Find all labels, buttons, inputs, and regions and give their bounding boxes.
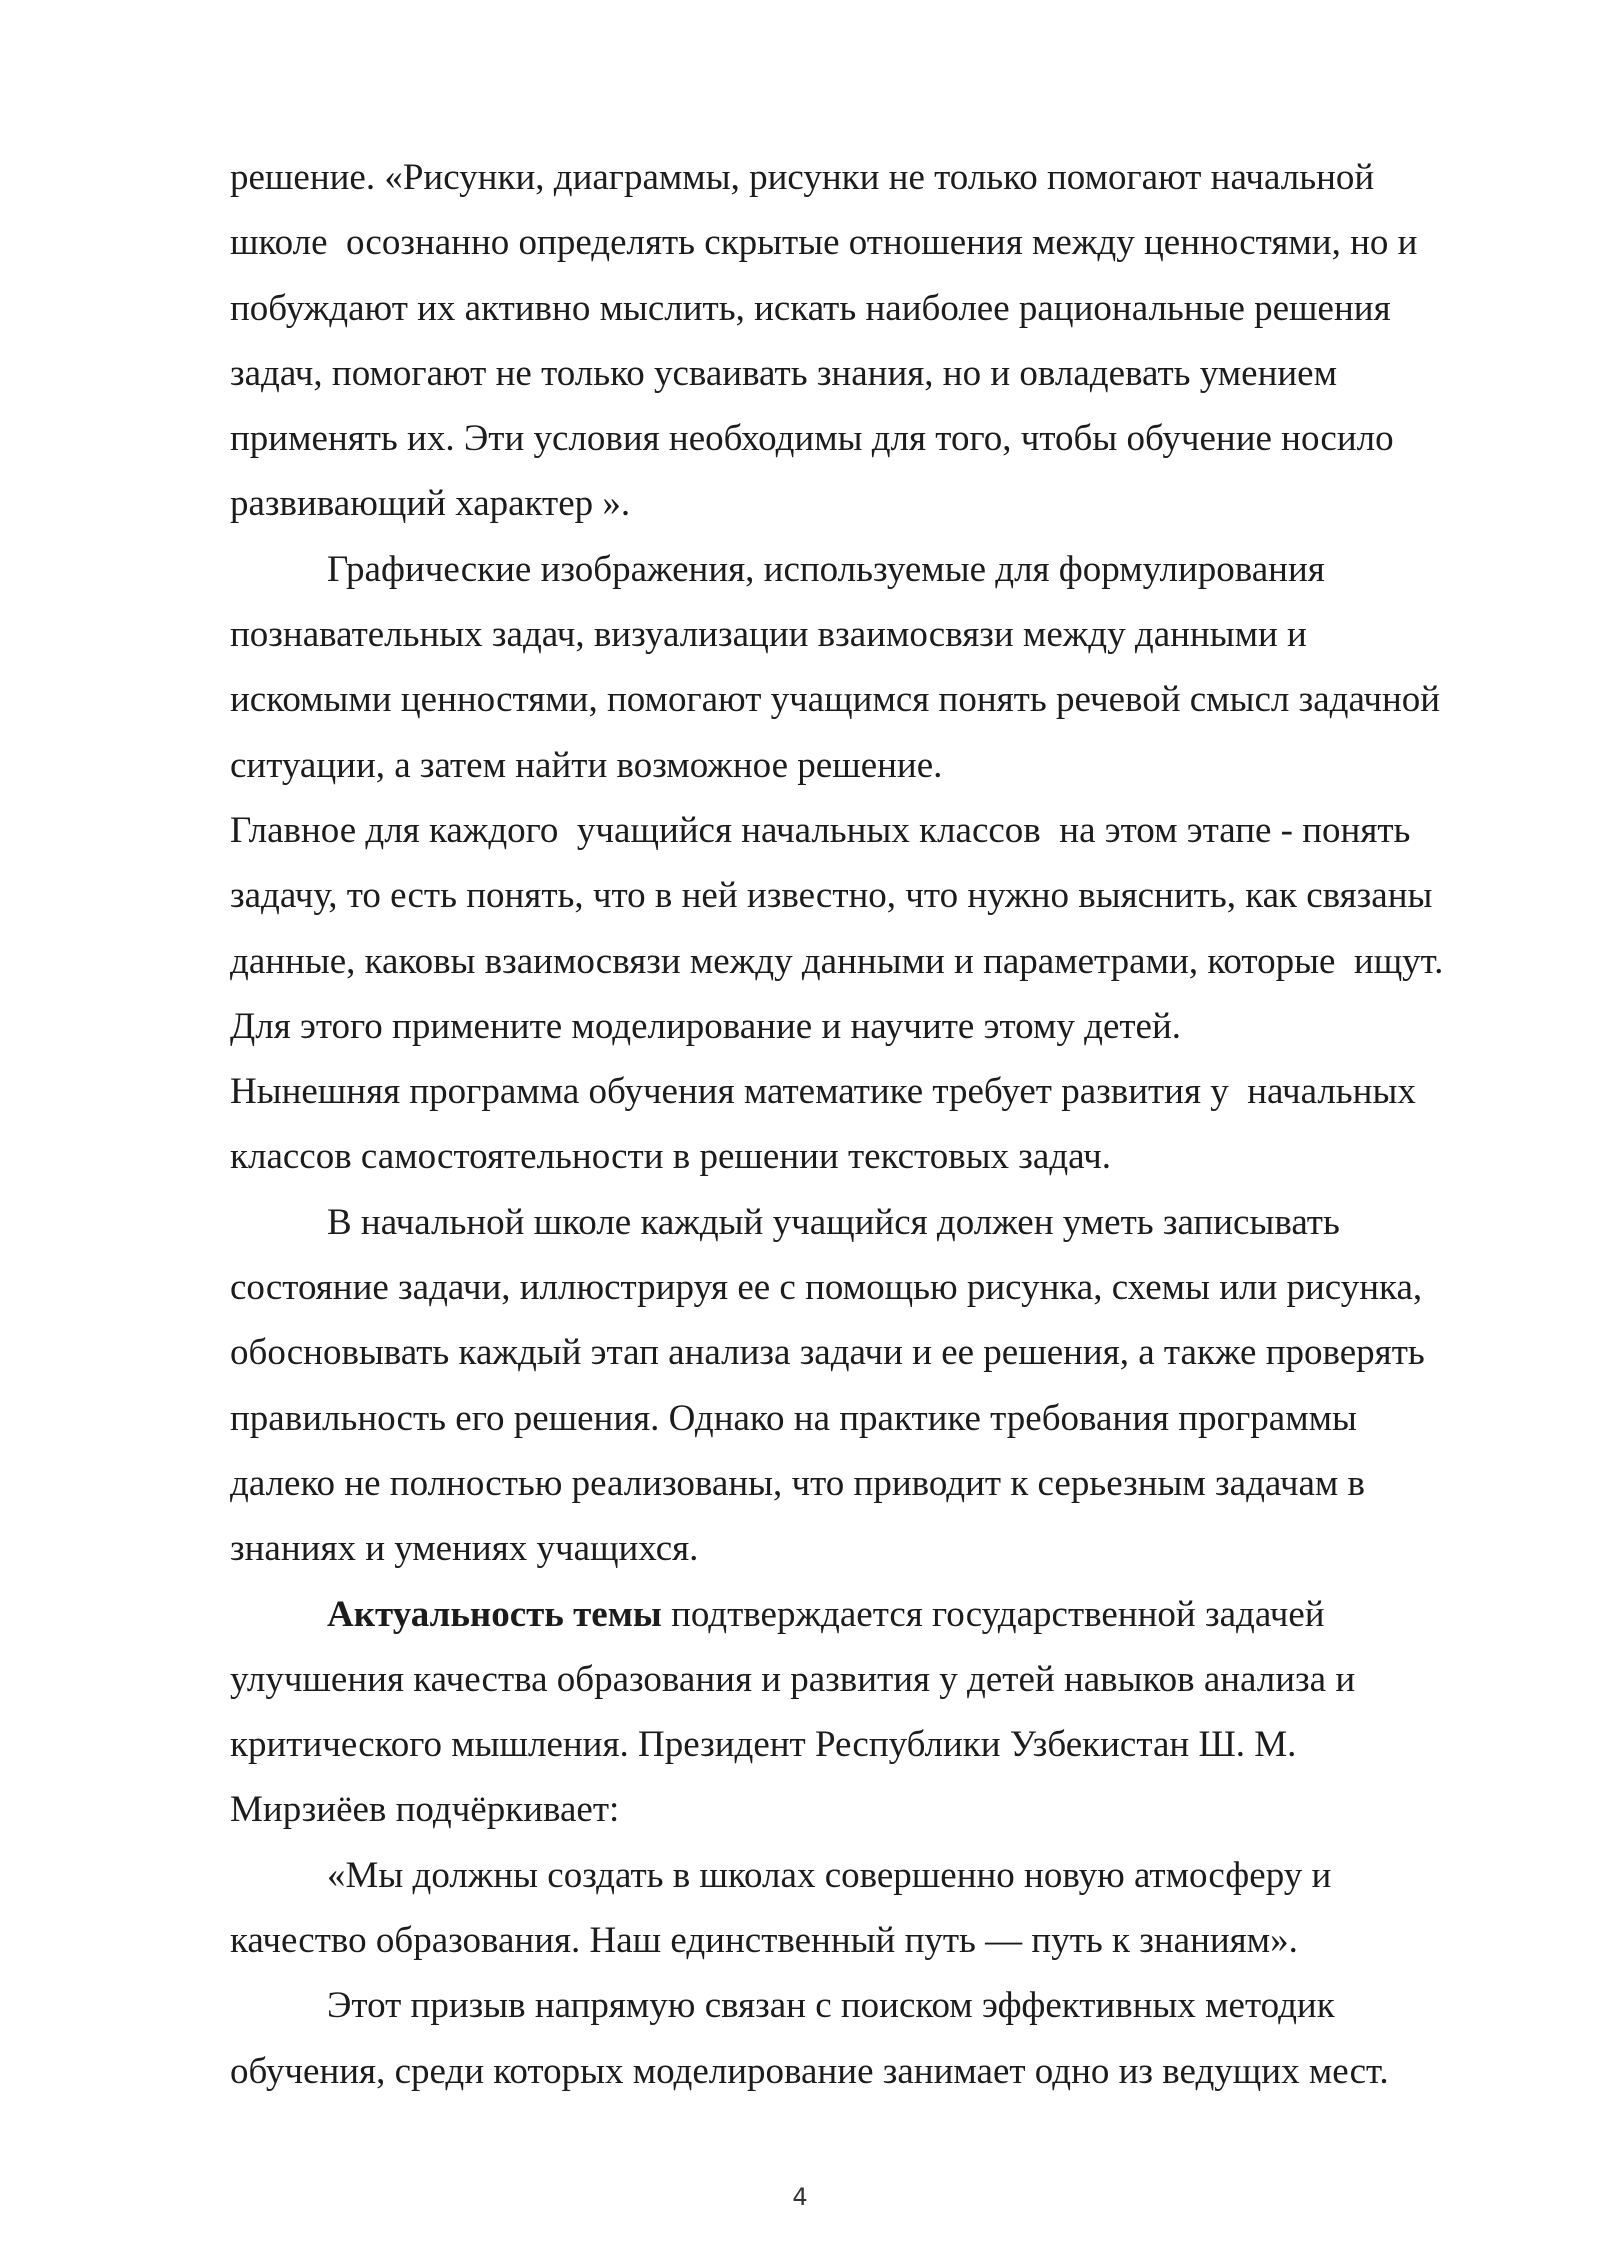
text-line: классов самостоятельности в решении текстовых задач. [230,1136,1111,1178]
text-line: Этот призыв напрямую связан с поиском эффективных методик [327,1985,1335,2027]
text-line: Главное для каждого учащийся начальных классов на этом этапе - понять [230,809,1411,851]
text-line: познавательных задач, визуализации взаимосвязи между данными и [230,614,1307,656]
text-line: В начальной школе каждый учащийся должен уметь записывать [327,1201,1340,1243]
text-line: школе осознанно определять скрытые отношения между ценностями, но и [230,222,1418,264]
text-line: задачу, то есть понять, что в ней известно, что нужно выяснить, как связаны [230,875,1433,917]
text-line: данные, каковы взаимосвязи между данными и параметрами, которые ищут. [230,940,1444,982]
text-line: обучения, среди которых моделирование занимает одно из ведущих мест. [230,2050,1389,2092]
text-line: ситуации, а затем найти возможное решение. [230,744,943,786]
page-number: 4 [792,2183,808,2211]
text-line: качество образования. Наш единственный путь — путь к знаниям». [230,1920,1298,1962]
text-line: далеко не полностью реализованы, что приводит к серьезным задачам в [230,1462,1366,1504]
text-line: применять их. Эти условия необходимы для того, чтобы обучение носило [230,418,1394,460]
text-line: обосновывать каждый этап анализа задачи и ее решения, а также проверять [230,1332,1425,1374]
text-line: Мирзиёев подчёркивает: [230,1789,620,1831]
text-line [230,1582,1520,1647]
text-line: состояние задачи, иллюстрируя ее с помощью рисунка, схемы или рисунка, [230,1267,1423,1309]
text-line: задач, помогают не только усваивать знания, но и овладевать умением [230,352,1338,394]
body-text [230,145,1520,2104]
text-line: улучшения качества образования и развития у детей навыков анализа и [230,1658,1356,1700]
text-line: Для этого примените моделирование и научите этому детей. [230,1005,1182,1047]
text-line: правильность его решения. Однако на практике требования программы [230,1397,1357,1439]
topic-relevance-heading: Актуальность темы [327,1593,662,1635]
text-line: Нынешняя программа обучения математике требует развития у начальных [230,1071,1416,1113]
text-line: развивающий характер ». [230,483,631,525]
text-line: знаниях и умениях учащихся. [230,1528,699,1570]
text-line: побуждают их активно мыслить, искать наиболее рациональные решения [230,287,1391,329]
text-line: искомыми ценностями, помогают учащимся понять речевой смысл задачной [230,679,1441,721]
text-line: решение. «Рисунки, диаграммы, рисунки не только помогают начальной [230,157,1375,198]
text-line: «Мы должны создать в школах совершенно новую атмосферу и [327,1854,1332,1896]
text-line: критического мышления. Президент Республики Узбекистан Ш. М. [230,1724,1297,1766]
text-line: Графические изображения, используемые для формулирования [327,548,1325,590]
text-line-continuation: подтверждается государственной задачей [661,1593,1325,1635]
